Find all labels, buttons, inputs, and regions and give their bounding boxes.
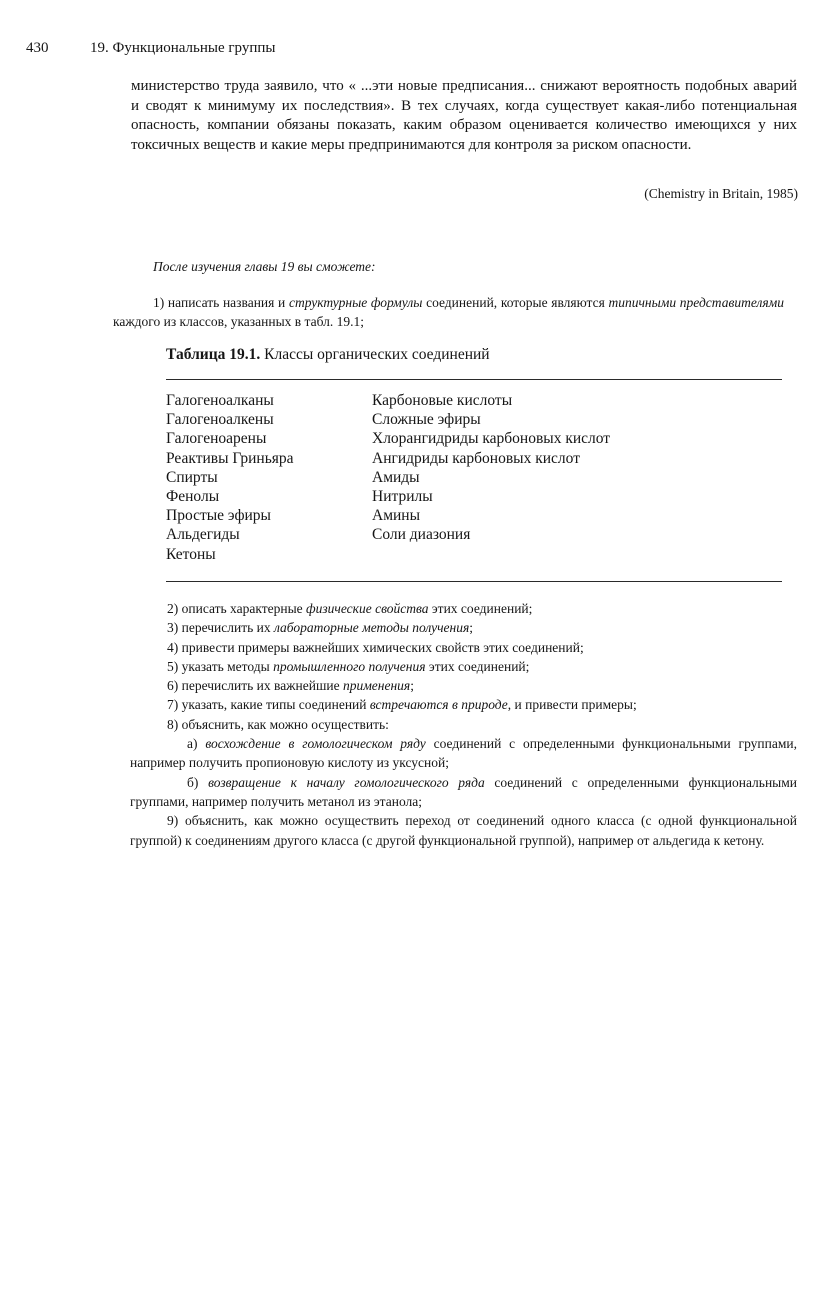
objectives-list xyxy=(130,599,797,850)
chapter-title: 19. Функциональные группы xyxy=(90,40,276,56)
table-cell: Альдегиды xyxy=(166,526,240,544)
list-item: 9) объяснить, как можно осуществить переход от соединений одного класса (с одной функциональной группой) к соединениям другого класса (с другой функциональной группой), например от альдегида к кетону. xyxy=(130,813,797,848)
table-cell: Амиды xyxy=(372,468,420,486)
list-item: 7) указать, какие типы соединений встречаются в природе, и привести примеры; xyxy=(167,697,637,713)
list-item: 6) перечислить их важнейшие применения; xyxy=(167,678,414,694)
table-right-column xyxy=(372,391,610,545)
table-cell: Фенолы xyxy=(166,488,220,506)
table-cell: Галогеноалканы xyxy=(166,392,274,409)
table-cell: Сложные эфиры xyxy=(372,411,481,429)
table-cell: Нитрилы xyxy=(372,488,433,506)
list-item: 3) перечислить их лабораторные методы получения; xyxy=(167,620,474,636)
table-cell: Карбоновые кислоты xyxy=(372,392,513,409)
list-item: 8) объяснить, как можно осуществить: xyxy=(167,716,389,732)
table-caption: Таблица 19.1. Классы органических соединений xyxy=(166,346,490,363)
table-cell: Реактивы Гриньяра xyxy=(166,449,294,467)
table-bottom-rule xyxy=(166,581,782,582)
table-cell: Ангидриды карбоновых кислот xyxy=(372,449,580,467)
table-cell: Галогеноалкены xyxy=(166,411,274,429)
quote-paragraph: министерство труда заявило, что « ...эти новые предписания... снижают вероятность подобных аварий и сводят к минимуму их последствия». В тех случаях, когда существует какая-либо потенциальная опасность, компании обязаны показать, каким образом оценивается количество имеющихся у них токсичных веществ и какие меры предпринимаются для контроля за риском опасности. xyxy=(131,78,797,153)
list-subitem: б) возвращение к началу гомологического ряда соединений с определенными функциональными группами, например получить метанол из этанола; xyxy=(130,774,798,809)
table-cell: Галогеноарены xyxy=(166,430,267,448)
objectives-intro: После изучения главы 19 вы сможете: xyxy=(153,259,376,274)
table-cell: Соли диазония xyxy=(372,526,471,544)
list-item: 4) привести примеры важнейших химических свойств этих соединений; xyxy=(167,639,584,655)
table-cell: Амины xyxy=(372,507,421,525)
table-cell: Хлорангидриды карбоновых кислот xyxy=(372,430,611,448)
page-number: 430 xyxy=(26,40,49,56)
list-subitem: а) восхождение в гомологическом ряду соединений с определенными функциональными группами, например получить пропионовую кислоту из уксусной; xyxy=(130,736,797,771)
quote-source: (Chemistry in Britain, 1985) xyxy=(644,186,798,201)
table-left-column xyxy=(166,391,294,564)
list-item: 2) описать характерные физические свойства этих соединений; xyxy=(167,601,533,616)
table-top-rule xyxy=(166,379,782,380)
list-item: 5) указать методы промышленного получения этих соединений; xyxy=(167,658,530,674)
objective-item-1: 1) написать названия и структурные формулы соединений, которые являются типичными представителями каждого из классов, указанных в табл. 19.1; xyxy=(113,295,784,329)
table-cell: Кетоны xyxy=(166,545,216,563)
table-cell: Простые эфиры xyxy=(166,507,271,525)
table-cell: Спирты xyxy=(166,468,218,486)
